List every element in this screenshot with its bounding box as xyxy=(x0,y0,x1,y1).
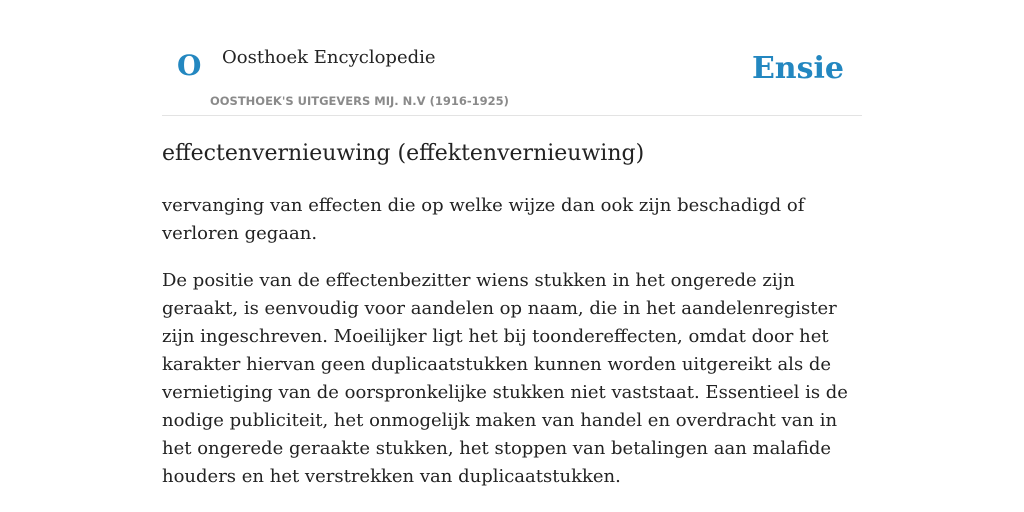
logo-icon[interactable]: O xyxy=(177,49,202,82)
brand-logo[interactable]: Ensie xyxy=(751,51,844,86)
entry-paragraph: vervanging van effecten die op welke wijze dan ook zijn beschadigd of verloren gegaan. xyxy=(162,195,805,244)
page xyxy=(162,0,862,487)
entry-title: effectenvernieuwing (effektenvernieuwing) xyxy=(162,141,645,166)
publisher-label: OOSTHOEK'S UITGEVERS MIJ. N.V (1916-1925) xyxy=(210,94,509,108)
entry-paragraph: De positie van de effectenbezitter wiens stukken in het ongerede zijn geraakt, is eenvoudig voor aandelen op naam, die in het aandelenregister zijn ingeschreven. Moeilijker ligt het bij toondereffecten, omdat door het karakter hiervan geen duplicaatstukken kunnen worden uitgereikt als de vernietiging van de oorspronkelijke stukken niet vaststaat. Essentieel is de nodige publiciteit, het onmogelijk maken van handel en overdracht van in het ongerede geraakte stukken, het stoppen van betalingen aan malafide houders en het verstrekken van duplicaatstukken. xyxy=(162,270,848,487)
entry-body xyxy=(162,192,862,510)
site-title[interactable]: Oosthoek Encyclopedie xyxy=(222,47,436,68)
site-header xyxy=(162,0,862,116)
